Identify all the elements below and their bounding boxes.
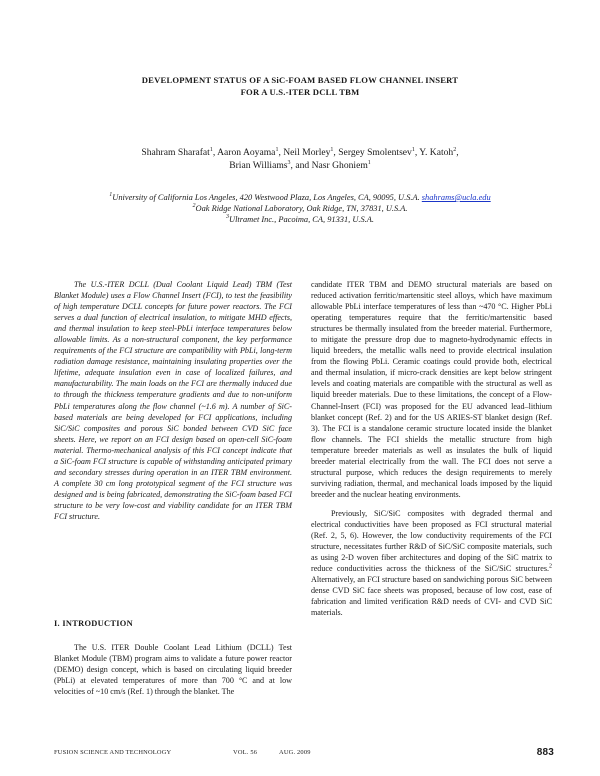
affiliation-number: 2 bbox=[192, 203, 196, 210]
paragraph-text: Alternatively, an FCI structure based on sandwiching porous SiC between dense CVD SiC face sheets was proposed, because of low cost, ease of fabrication and limited verification R&D needs of CVI- and CVD SiC materials. bbox=[311, 575, 552, 618]
affiliation-text: University of California Los Angeles, 420 Westwood Plaza, Los Angeles, CA, 90095, U.S.A. bbox=[112, 193, 420, 202]
affiliation-text: Oak Ridge National Laboratory, Oak Ridge, TN, 37831, U.S.A. bbox=[195, 204, 408, 213]
affiliation-marker: 3 bbox=[287, 159, 291, 166]
title-line-2: FOR A U.S.-ITER DCLL TBM bbox=[240, 87, 360, 97]
author-list bbox=[60, 146, 540, 172]
email-link[interactable]: shahrams@ucla.edu bbox=[421, 193, 491, 202]
title-line-1: DEVELOPMENT STATUS OF A SiC-FOAM BASED FLOW CHANNEL INSERT bbox=[141, 75, 459, 85]
author-name: , Sergey Smolentsev bbox=[333, 147, 412, 158]
abstract-text: The U.S.-ITER DCLL (Dual Coolant Liquid Lead) TBM (Test Blanket Module) uses a Flow Channel Insert (FCI), to test the feasibility of high temperature DCLL concepts for future power reactors. The FCI serves a dual function of electrical insulation, to mitigate MHD effects, and thermal insulation to keep steel-PbLi interface temperatures below allowable limits. As a non-structural component, the key performance requirements of the FCI structure are compatibility with PbLi, long-term radiation damage resistance, maintaining insulating properties over the lifetime, adequate insulation even in case of localized failures, and manufacturability. The main loads on the FCI are thermally induced due to through the thickness temperature gradients and due to non-uniform PbLi temperatures along the flow channel (~1.6 m). A number of SiC-based materials are being developed for FCI applications, including SiC/SiC composites and porous SiC bonded between CVD SiC face sheets. Here, we report on an FCI design based on open-cell SiC-foam material. Thermo-mechanical analysis of this FCI concept indicate that a SiC-foam FCI structure is capable of withstanding anticipated primary and secondary stresses during operation in an ITER TBM environment. A complete 30 cm long prototypical segment of the FCI structure was designed and is being fabricated, demonstrating the SiC-foam based FCI structure to be very low-cost and viability candidate for an ITER TBM FCI structure. bbox=[54, 280, 292, 521]
author-name: , Aaron Aoyama bbox=[212, 147, 276, 158]
page-number: 883 bbox=[536, 747, 554, 758]
author-name: , Y. Katoh bbox=[414, 147, 454, 158]
volume-number: VOL. 56 bbox=[233, 749, 258, 756]
affiliation-number: 3 bbox=[226, 214, 230, 221]
affiliation-marker: 1 bbox=[275, 146, 279, 153]
affiliation-marker: 1 bbox=[330, 146, 334, 153]
affiliation-number: 1 bbox=[109, 192, 113, 199]
author-name: Shahram Sharafat bbox=[141, 147, 210, 158]
introduction-text bbox=[54, 642, 292, 697]
paper-title bbox=[60, 74, 540, 98]
affiliations bbox=[60, 192, 540, 225]
page-footer bbox=[54, 747, 554, 761]
author-name: , Neil Morley bbox=[278, 147, 331, 158]
affiliation-marker: 1 bbox=[209, 146, 213, 153]
paragraph-text: Previously, SiC/SiC composites with degraded thermal and electrical conductivities have been proposed as FCI structural material (Ref. 2, 5, 6). However, the low conductivity requirements of the FCI structure, necessitates further R&D of SiC/SiC composite materials, such as using 2-D woven fiber architectures and doping of the SiC matrix to reduce conductivities across the thickness of the SiC/SiC structures. bbox=[311, 508, 552, 574]
abstract bbox=[54, 279, 292, 522]
author-name: Brian Williams bbox=[229, 160, 288, 171]
affiliation-marker: 2 bbox=[453, 146, 457, 153]
author-name: , and Nasr Ghoniem bbox=[290, 160, 368, 171]
reference-marker: 2 bbox=[549, 563, 552, 570]
paragraph: candidate ITER TBM and DEMO structural materials are based on reduced activation ferritic/martensitic steel alloys, which have maximum allowable PbLi interface temperatures of less than ~470 °C. Higher PbLi operating temperatures require that the ferritic/martensitic based structures be thermally insulated from the breeder material. Furthermore, to mitigate the pressure drop due to magneto-hydrodynamic effects in liquid breeders, the metallic walls need to provide electrical insulation from the flowing PbLi. Ceramic coatings could provide both, electrical and thermal insulation, if micro-crack densities are kept below stringent levels and coating materials are compatible with the structural as well as liquid breeder materials. Due to these limitations, the concept of a Flow-Channel-Insert (FCI) was proposed for the EU advanced lead–lithium blanket concept (Ref. 2) and for the US ARIES-ST blanket design (Ref. 3). The FCI is a standalone ceramic structure located inside the blanket flow channels. The FCI shields the metallic structure from high temperature breeder materials as well as insulates the bulk of liquid breeder material electrically from the wall. The FCI does not serve a structural purpose, which reduces the design requirements to merely surviving radiation, thermal, and mechanical loads imposed by the liquid breeder and the nuclear heating environments. bbox=[311, 280, 552, 499]
affiliation-marker: 1 bbox=[411, 146, 415, 153]
issue-date: AUG. 2009 bbox=[279, 749, 311, 756]
author-line-2 bbox=[60, 159, 540, 172]
affiliation-1 bbox=[60, 192, 540, 203]
affiliation-2 bbox=[60, 203, 540, 214]
paragraph bbox=[311, 508, 552, 618]
author-separator: , bbox=[456, 147, 459, 158]
section-heading: I. INTRODUCTION bbox=[54, 619, 133, 628]
journal-name: FUSION SCIENCE AND TECHNOLOGY bbox=[54, 749, 172, 756]
affiliation-text: Ultramet Inc., Pacoima, CA, 91331, U.S.A. bbox=[229, 215, 374, 224]
right-column bbox=[311, 279, 552, 618]
affiliation-3 bbox=[60, 214, 540, 225]
author-line-1 bbox=[60, 146, 540, 159]
affiliation-marker: 1 bbox=[367, 159, 371, 166]
paragraph: The U.S. ITER Double Coolant Lead Lithium (DCLL) Test Blanket Module (TBM) program aims to validate a future power reactor (DEMO) design concept, which is based on circulating liquid breeder (PbLi) at elevated temperatures of more than 700 °C and at low velocities of ~10 cm/s (Ref. 1) through the blanket. The bbox=[54, 643, 292, 697]
